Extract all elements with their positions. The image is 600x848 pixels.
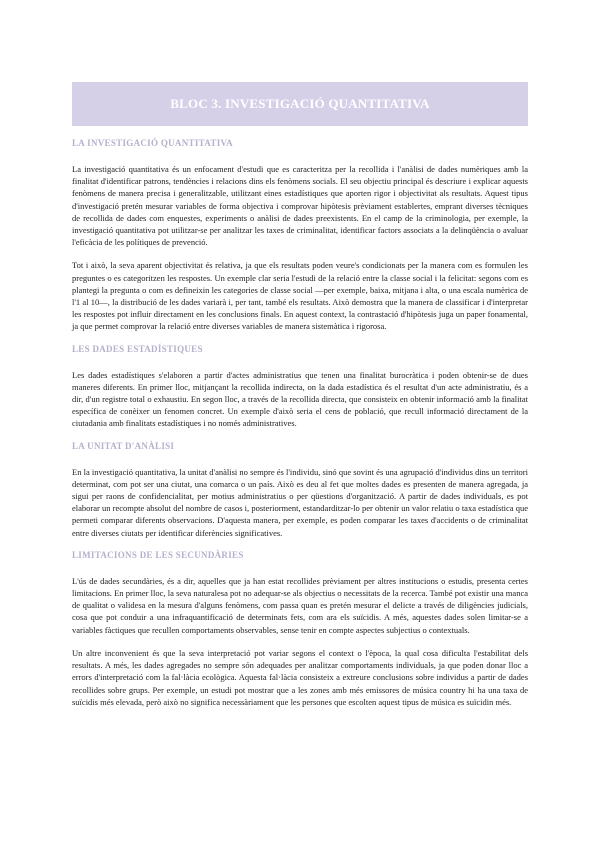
paragraph: En la investigació quantitativa, la unitat d'anàlisi no sempre és l'individu, sinó que sovint és una agrupació d'individus dins un territori determinat, com pot ser una ciutat, una comarca o un país. Això es deu al fet que moltes dades es presenten de manera agregada, ja sigui per raons de confidencialitat, per motius administratius o per qüestions d'organització. A partir de dades individuals, es pot elaborar un recompte absolut del nombre de casos i, posteriorment, estandarditzar-lo per obtenir un valor relatiu o taxa estadística que permeti comparar diferents observacions. D'aquesta manera, per exemple, es poden comparar les taxes d'accidents o de criminalitat entre diverses ciutats per identificar diferències significatives.: [72, 466, 528, 538]
section-unitat-analisi: [72, 441, 528, 539]
paragraph: Tot i això, la seva aparent objectivitat és relativa, ja que els resultats poden veure's condicionats per la manera com es formulen les preguntes o es categoritzen les respostes. Un exemple clar seria l'estudi de la relació entre la classe social i la felicitat: segons com es plantegi la pregunta o com es defineixin les categories de classe social —per exemple, baixa, mitjana i alta, o una escala numèrica de l'1 al 10—, la distribució de les dades variarà i, per tant, també els resultats. Això demostra que la manera de classificar i d'interpretar les respostes pot influir directament en les conclusions finals. En aquest context, la contrastació d'hipòtesis juga un paper fonamental, ja que permet comprovar la relació entre diverses variables de manera sistemàtica i rigorosa.: [72, 260, 528, 332]
paragraph: Un altre inconvenient és que la seva interpretació pot variar segons el context o l'època, la qual cosa dificulta l'estabilitat dels resultats. A més, les dades agregades no sempre són adequades per analitzar comportaments individuals, ja que poden donar lloc a errors d'interpretació com la fal·làcia ecològica. Aquesta fal·làcia consisteix a extreure conclusions sobre individus a partir de dades recollides sobre grups. Per exemple, un estudi pot mostrar que a les zones amb més emissores de música country hi ha una taxa de suïcidis més elevada, però això no significa necessàriament que les persones que escolten aquest tipus de música es suïcidin més.: [72, 647, 528, 707]
section-heading: LA UNITAT D'ANÀLISI: [72, 440, 175, 451]
document-title: BLOC 3. INVESTIGACIÓ QUANTITATIVA: [170, 96, 430, 111]
section-heading: LES DADES ESTADÍSTIQUES: [72, 343, 203, 354]
title-banner: [72, 82, 528, 126]
section-heading: LIMITACIONS DE LES SECUNDÀRIES: [72, 549, 244, 560]
section-limitacions-secundaries: [72, 550, 528, 708]
section-heading: LA INVESTIGACIÓ QUANTITATIVA: [72, 138, 233, 148]
document-body: [72, 138, 528, 719]
section-investigacio-quantitativa: [72, 138, 528, 333]
paragraph: La investigació quantitativa és un enfocament d'estudi que es caracteritza per la recollida i l'anàlisi de dades numèriques amb la finalitat d'identificar patrons, tendències i relacions dins els fenòmens socials. El seu objectiu principal és descriure i explicar aquests fenòmens de manera precisa i generalitzable, utilitzant eines estadístiques que aporten rigor i objectivitat als resultats. Aquest tipus d'investigació pretén mesurar variables de forma objectiva i comprovar hipòtesis prèviament establertes, emprant diverses tècniques de recollida de dades com enquestes, experiments o anàlisi de dades preexistents. En el camp de la criminologia, per exemple, la investigació quantitativa pot utilitzar-se per analitzar les taxes de criminalitat, identificar factors associats a la delinqüència o avaluar l'eficàcia de les polítiques de prevenció.: [72, 164, 528, 248]
paragraph: Les dades estadístiques s'elaboren a partir d'actes administratius que tenen una finalitat burocràtica i poden obtenir-se de dues maneres diferents. En primer lloc, mitjançant la recollida indirecta, on la dada estadística és el resultat d'un acte administratiu, és a dir, d'un registre total o exhaustiu. En segon lloc, a través de la recollida directa, que consisteix en obtenir informació amb la finalitat específica de conèixer un fenomen concret. Un exemple d'això seria el cens de població, que recull informació directament de la ciutadania amb finalitats estadístiques i no només administratives.: [72, 369, 528, 429]
section-dades-estadistiques: [72, 344, 528, 430]
paragraph: L'ús de dades secundàries, és a dir, aquelles que ja han estat recollides prèviament per altres institucions o estudis, presenta certes limitacions. En primer lloc, la seva naturalesa pot no adequar-se als objectius o necessitats de la recerca. També pot existir una manca de qualitat o validesa en la mesura d'alguns fenòmens, com passa quan es pretén mesurar el delicte a través de diligències judicials, cosa que pot conduir a una infraquantificació de determinats fets, com ara els suïcidis. A més, aquestes dades solen limitar-se a variables fàctiques que recullen comportaments observables, sense tenir en compte aspectes subjectius o contextuals.: [72, 575, 528, 635]
